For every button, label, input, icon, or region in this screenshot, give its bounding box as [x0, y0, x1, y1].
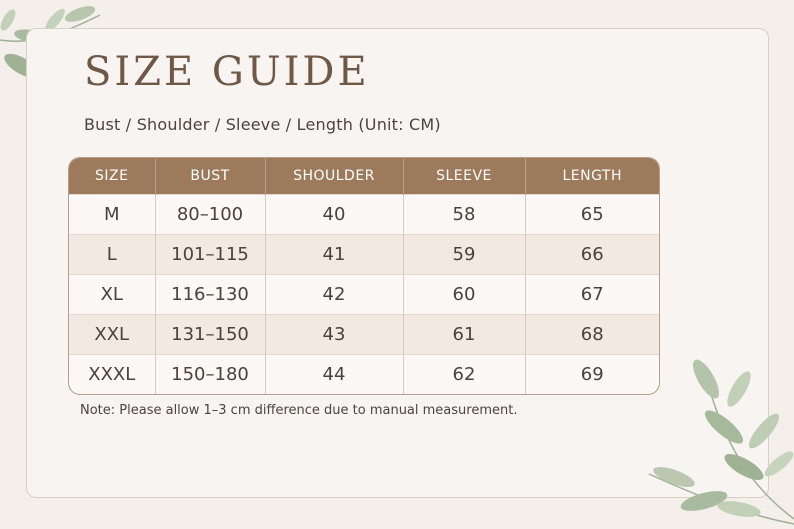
cell-bust: 131–150	[155, 315, 265, 355]
size-table	[68, 157, 660, 395]
cell-shoulder: 40	[265, 195, 403, 235]
cell-size: M	[69, 195, 155, 235]
header-shoulder: SHOULDER	[265, 158, 403, 195]
table-header-row	[69, 158, 659, 195]
cell-bust: 80–100	[155, 195, 265, 235]
cell-length: 68	[525, 315, 659, 355]
table-row	[69, 315, 659, 355]
table-row	[69, 275, 659, 315]
cell-size: XXXL	[69, 355, 155, 395]
cell-shoulder: 44	[265, 355, 403, 395]
cell-bust: 150–180	[155, 355, 265, 395]
cell-sleeve: 58	[403, 195, 525, 235]
page-title: SIZE GUIDE	[84, 49, 370, 95]
cell-length: 66	[525, 235, 659, 275]
measurement-note: Note: Please allow 1–3 cm difference due to manual measurement.	[80, 403, 518, 418]
cell-sleeve: 61	[403, 315, 525, 355]
cell-length: 69	[525, 355, 659, 395]
header-length: LENGTH	[525, 158, 659, 195]
table-row	[69, 235, 659, 275]
cell-shoulder: 43	[265, 315, 403, 355]
cell-size: XXL	[69, 315, 155, 355]
cell-size: L	[69, 235, 155, 275]
cell-shoulder: 42	[265, 275, 403, 315]
header-bust: BUST	[155, 158, 265, 195]
table-row	[69, 195, 659, 235]
cell-sleeve: 60	[403, 275, 525, 315]
cell-sleeve: 62	[403, 355, 525, 395]
cell-shoulder: 41	[265, 235, 403, 275]
cell-length: 65	[525, 195, 659, 235]
cell-bust: 116–130	[155, 275, 265, 315]
cell-bust: 101–115	[155, 235, 265, 275]
cell-sleeve: 59	[403, 235, 525, 275]
header-size: SIZE	[69, 158, 155, 195]
table-row	[69, 355, 659, 395]
header-sleeve: SLEEVE	[403, 158, 525, 195]
cell-length: 67	[525, 275, 659, 315]
subtitle: Bust / Shoulder / Sleeve / Length (Unit: CM)	[84, 115, 441, 134]
cell-size: XL	[69, 275, 155, 315]
